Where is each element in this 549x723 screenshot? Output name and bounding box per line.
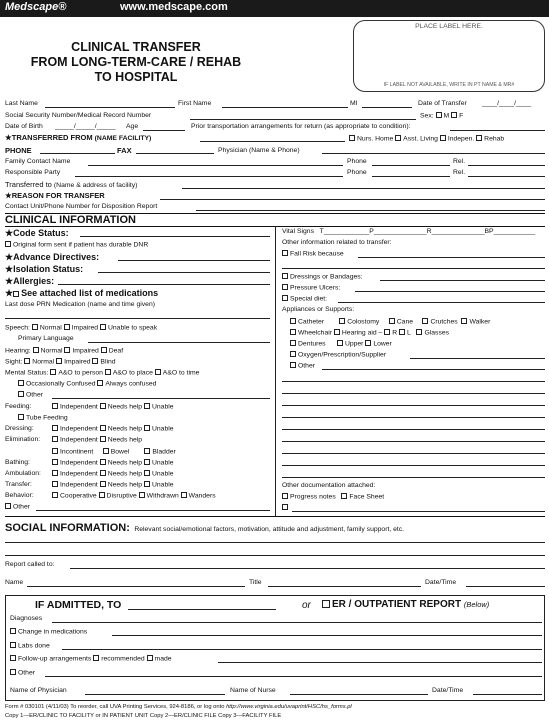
social-heading: SOCIAL INFORMATION: [5, 522, 130, 534]
hearing-normal-checkbox[interactable] [33, 347, 39, 353]
notes-line[interactable] [282, 417, 545, 418]
asst-living-checkbox[interactable] [395, 135, 401, 141]
other-doc-label: Other documentation attached: [282, 482, 376, 489]
physician-label: Physician (Name & Phone) [218, 147, 300, 154]
reason-field[interactable] [160, 199, 545, 200]
glasses-checkbox[interactable] [416, 329, 422, 335]
sight-blind-checkbox[interactable] [92, 358, 98, 364]
family-rel-field[interactable] [468, 165, 545, 166]
responsible-phone-field[interactable] [372, 176, 450, 177]
notes-line[interactable] [282, 465, 545, 466]
social-line[interactable] [5, 555, 545, 556]
speech-impaired-checkbox[interactable] [64, 324, 70, 330]
phone-field[interactable] [40, 153, 115, 154]
sex-label: Sex: M F [420, 112, 464, 120]
footer-line1: Form # 030101 (4/11/03) To reorder, call UVA Printing Services, 924-8186, or log onto http://www.virginia.edu/uvaprint/HSC/hs_forms.pl [5, 704, 352, 710]
date-of-transfer-label: Date of Transfer [418, 100, 467, 107]
catheter-checkbox[interactable] [290, 318, 296, 324]
notes-line[interactable] [282, 429, 545, 430]
dressings-checkbox[interactable] [282, 273, 288, 279]
notes-line[interactable] [282, 393, 545, 394]
change-meds-field[interactable] [112, 635, 542, 636]
mental-status-row: Mental Status: A&O to person A&O to place A&O to time [5, 369, 200, 377]
first-name-field[interactable] [222, 107, 348, 108]
admit-other-field[interactable] [45, 676, 542, 677]
labs-checkbox[interactable] [10, 642, 16, 648]
responsible-party-field[interactable] [75, 176, 343, 177]
advance-directives-field[interactable] [118, 260, 270, 261]
feeding-unable-checkbox[interactable] [144, 403, 150, 409]
bathing-options: Independent Needs help Unable [52, 459, 174, 467]
prior-transport-label: Prior transportation arrangements for return (as appropriate to condition): [191, 123, 411, 130]
prior-transport-field[interactable] [450, 130, 545, 131]
hearing-aid-l-checkbox[interactable] [399, 329, 405, 335]
fax-field[interactable] [136, 153, 214, 154]
title-field[interactable] [268, 586, 421, 587]
if-admitted-field[interactable] [128, 609, 276, 610]
other-info-label: Other information related to transfer: [282, 239, 392, 246]
feeding-row: Feeding: [5, 403, 32, 410]
ambulation-label: Ambulation: [5, 470, 41, 477]
doc-other-checkbox[interactable] [282, 504, 288, 510]
dressings-option: Dressings or Bandages: [282, 273, 363, 281]
feeding-options: Independent Needs help Unable [52, 403, 174, 411]
appliances-row-1: Catheter Colostomy Cane Crutches Walker [290, 318, 490, 326]
column-divider [275, 226, 276, 516]
sex-m-checkbox[interactable] [436, 112, 442, 118]
transfer-options: Independent Needs help Unable [52, 481, 174, 489]
disruptive-checkbox[interactable] [99, 492, 105, 498]
behavior-other-field[interactable] [36, 510, 270, 511]
family-rel-label: Rel. [453, 158, 466, 165]
divider [5, 516, 545, 517]
fall-risk-field-2[interactable] [282, 268, 545, 269]
fall-risk-field[interactable] [358, 257, 545, 258]
family-phone-label: Phone [347, 158, 367, 165]
report-called-field[interactable] [70, 568, 545, 569]
family-contact-field[interactable] [88, 165, 343, 166]
speech-unable-checkbox[interactable] [100, 324, 106, 330]
appliances-row-2: Wheelchair Hearing aid – R L Glasses [290, 329, 449, 337]
sight-row: Sight: Normal Impaired Blind [5, 358, 116, 366]
social-heading-row [5, 518, 404, 536]
special-diet-checkbox[interactable] [282, 295, 288, 301]
follow-up-checkbox[interactable] [10, 655, 16, 661]
form-title-line3: TO HOSPITAL [94, 70, 178, 84]
original-form-checkbox[interactable] [5, 241, 11, 247]
ao-person-checkbox[interactable] [50, 369, 56, 375]
responsible-party-label: Responsible Party [5, 169, 61, 176]
fall-risk-option: Fall Risk because [282, 250, 344, 258]
reason-for-transfer-label: ★REASON FOR TRANSFER [5, 191, 105, 200]
labs-option: Labs done [10, 642, 50, 650]
notes-line[interactable] [282, 405, 545, 406]
physician-field[interactable] [322, 153, 545, 154]
walker-checkbox[interactable] [461, 318, 467, 324]
transfer-independent-checkbox[interactable] [52, 481, 58, 487]
nurse-name-field[interactable] [290, 694, 428, 695]
name-label: Name [5, 579, 24, 586]
ao-place-checkbox[interactable] [105, 369, 111, 375]
age-field[interactable] [143, 130, 185, 131]
notes-line[interactable] [282, 477, 545, 478]
if-admitted-label: IF ADMITTED, TO [35, 599, 122, 611]
isolation-field[interactable] [98, 272, 270, 273]
rehab-checkbox[interactable] [476, 135, 482, 141]
admit-other-checkbox[interactable] [10, 669, 16, 675]
oxygen-field[interactable] [410, 358, 545, 359]
hearing-deaf-checkbox[interactable] [101, 347, 107, 353]
ambulation-options: Independent Needs help Unable [52, 470, 174, 478]
pressure-ulcers-checkbox[interactable] [282, 284, 288, 290]
appliances-label: Appliances or Supports: [282, 306, 355, 313]
vital-signs-row: Vital Signs T____________P______________R______________BP___________ [282, 228, 536, 235]
special-diet-option: Special diet: [282, 295, 327, 303]
upper-checkbox[interactable] [337, 340, 343, 346]
date-of-transfer-field[interactable]: ____/____/____ [482, 100, 532, 107]
behavior-other-option: Other [5, 503, 30, 511]
speech-row: Speech: Normal Impaired Unable to speak [5, 324, 158, 332]
footer-line2: Copy 1—ER/CLINIC TO FACILITY or IN PATIENT UNIT Copy 2—ER/CLINIC FILE Copy 3—FACILITY FILE [5, 713, 282, 719]
oxygen-checkbox[interactable] [290, 351, 296, 357]
dressing-independent-checkbox[interactable] [52, 425, 58, 431]
physician-name-label: Name of Physician [10, 687, 67, 694]
phone-label: PHONE [5, 146, 32, 155]
bathing-label: Bathing: [5, 459, 30, 466]
site-url[interactable]: www.medscape.com [120, 1, 228, 13]
admit-datetime-label: Date/Time [432, 687, 464, 694]
bladder-checkbox[interactable] [144, 448, 150, 454]
tube-feeding-checkbox[interactable] [18, 414, 24, 420]
progress-notes-checkbox[interactable] [282, 493, 288, 499]
patient-label-box[interactable] [353, 20, 545, 92]
label-box-note: IF LABEL NOT AVAILABLE, WRITE IN PT NAME & MR# [383, 82, 515, 88]
bathing-independent-checkbox[interactable] [52, 459, 58, 465]
see-attached-checkbox[interactable] [13, 291, 19, 297]
notes-line[interactable] [282, 381, 545, 382]
last-dose-label: Last dose PRN Medication (name and time given) [5, 301, 155, 308]
original-form-option: Original form sent if patient has durable DNR [5, 241, 148, 249]
behavior-options: Cooperative Disruptive Withdrawn Wanders [52, 492, 216, 500]
feeding-needs-help-checkbox[interactable] [100, 403, 106, 409]
feeding-independent-checkbox[interactable] [52, 403, 58, 409]
notes-line[interactable] [282, 453, 545, 454]
face-sheet-checkbox[interactable] [341, 493, 347, 499]
elimination-options: Independent Needs help [52, 436, 142, 444]
labs-field[interactable] [62, 649, 542, 650]
primary-language-label: Primary Language [18, 335, 74, 342]
label-box-title: PLACE LABEL HERE. [415, 23, 483, 30]
family-phone-field[interactable] [372, 165, 450, 166]
follow-up-field[interactable] [218, 662, 542, 663]
mi-label: MI [350, 100, 358, 107]
last-name-label: Last Name [5, 100, 38, 107]
allergies-field[interactable] [58, 284, 270, 285]
oxygen-option: Oxygen/Prescription/Supplier [290, 351, 386, 359]
confused-row: Occasionally Confused Always confused [18, 380, 156, 388]
dressing-label: Dressing: [5, 425, 34, 432]
doc-other-field[interactable] [292, 511, 545, 512]
dentures-checkbox[interactable] [290, 340, 296, 346]
family-contact-label: Family Contact Name [5, 158, 71, 165]
transferred-to-label: Transferred to (Name & address of facility) [5, 180, 138, 189]
last-name-field[interactable] [45, 107, 175, 108]
form-title-line1: CLINICAL TRANSFER [71, 40, 201, 54]
social-line[interactable] [5, 542, 545, 543]
recommended-checkbox[interactable] [93, 655, 99, 661]
bathing-needs-help-checkbox[interactable] [100, 459, 106, 465]
incontinent-checkbox[interactable] [52, 448, 58, 454]
crutches-checkbox[interactable] [422, 318, 428, 324]
reorder-link[interactable]: http://www.virginia.edu/uvaprint/HSC/hs_forms.pl [226, 704, 352, 710]
form-title-line2: FROM LONG-TERM-CARE / REHAB [30, 55, 242, 69]
always-confused-checkbox[interactable] [97, 380, 103, 386]
contact-unit-label: Contact Unit/Phone Number for Disposition Report [5, 203, 158, 210]
dressing-options: Independent Needs help Unable [52, 425, 174, 433]
transferred-to-field[interactable] [182, 188, 545, 189]
diagnoses-field[interactable] [52, 622, 542, 623]
last-dose-field[interactable] [5, 318, 270, 319]
ambulation-needs-help-checkbox[interactable] [100, 470, 106, 476]
clinical-heading: CLINICAL INFORMATION [5, 214, 136, 226]
special-diet-field[interactable] [338, 302, 545, 303]
transferred-from-field[interactable] [200, 141, 345, 142]
incontinent-options: Incontinent Bowel Bladder [52, 448, 176, 456]
appliance-other-field[interactable] [322, 369, 545, 370]
elimination-label: Elimination: [5, 436, 41, 443]
behavior-other-checkbox[interactable] [5, 503, 11, 509]
behavior-label: Behavior: [5, 492, 34, 499]
responsible-rel-field[interactable] [468, 176, 545, 177]
mental-other-field[interactable] [52, 398, 270, 399]
isolation-status-label: ★Isolation Status: [5, 264, 84, 274]
code-status-label: ★Code Status: [5, 228, 69, 238]
name-field[interactable] [27, 586, 245, 587]
appliances-row-3: Dentures Upper Lower [290, 340, 392, 348]
doc-other-option [282, 504, 290, 512]
or-label: or [302, 600, 311, 611]
see-attached-label: ★ See attached list of medications [5, 288, 159, 298]
dob-label: Date of Birth [5, 123, 43, 130]
appliance-other-option: Other [290, 362, 315, 370]
age-label: Age [126, 123, 139, 130]
sight-impaired-checkbox[interactable] [56, 358, 62, 364]
mental-other-option: Other [18, 391, 43, 399]
responsible-rel-label: Rel. [453, 169, 466, 176]
transfer-label: Transfer: [5, 481, 32, 488]
social-hint: Relevant social/emotional factors, motivation, attitude and adjustment, family support, etc. [134, 526, 405, 533]
change-meds-checkbox[interactable] [10, 628, 16, 634]
dressing-needs-help-checkbox[interactable] [100, 425, 106, 431]
elim-independent-checkbox[interactable] [52, 436, 58, 442]
allergies-label: ★Allergies: [5, 276, 55, 286]
primary-language-field[interactable] [88, 342, 270, 343]
advance-directives-label: ★Advance Directives: [5, 252, 100, 262]
mental-other-checkbox[interactable] [18, 391, 24, 397]
ao-time-checkbox[interactable] [155, 369, 161, 375]
responsible-phone-label: Phone [347, 169, 367, 176]
dob-field[interactable]: _____/_____/_____ [55, 123, 116, 130]
occ-confused-checkbox[interactable] [18, 380, 24, 386]
brand-logo: Medscape® [5, 1, 67, 13]
admit-other-option: Other [10, 669, 35, 677]
tube-feeding-option: Tube Feeding [18, 414, 68, 422]
colostomy-checkbox[interactable] [339, 318, 345, 324]
physician-name-field[interactable] [85, 694, 225, 695]
bathing-unable-checkbox[interactable] [144, 459, 150, 465]
ssn-label: Social Security Number/Medical Record Number [5, 112, 152, 119]
made-checkbox[interactable] [147, 655, 153, 661]
wanders-checkbox[interactable] [181, 492, 187, 498]
bowel-checkbox[interactable] [103, 448, 109, 454]
ambulation-unable-checkbox[interactable] [144, 470, 150, 476]
admit-datetime-field[interactable] [473, 694, 542, 695]
nurs-home-checkbox[interactable] [349, 135, 355, 141]
fall-risk-checkbox[interactable] [282, 250, 288, 256]
appliance-other-checkbox[interactable] [290, 362, 296, 368]
transferred-from-label: ★TRANSFERRED FROM (NAME FACILITY) [5, 133, 152, 142]
dressings-field[interactable] [380, 280, 545, 281]
pressure-option: Pressure Ulcers: [282, 284, 340, 292]
transfer-unable-checkbox[interactable] [144, 481, 150, 487]
mi-field[interactable] [362, 107, 412, 108]
follow-up-option: Follow-up arrangements recommended made [10, 655, 172, 663]
hearing-aid-checkbox[interactable] [334, 329, 340, 335]
indepen-checkbox[interactable] [440, 135, 446, 141]
facility-type-options: Nurs. Home Asst. Living Indepen. Rehab [349, 135, 504, 143]
change-meds-option: Change in medications [10, 628, 87, 636]
title-label: Title [249, 579, 262, 586]
nurse-name-label: Name of Nurse [230, 687, 276, 694]
elim-needs-help-checkbox[interactable] [100, 436, 106, 442]
report-called-label: Report called to: [5, 561, 55, 568]
cooperative-checkbox[interactable] [52, 492, 58, 498]
datetime-label: Date/Time [425, 579, 457, 586]
er-report-option: ER / OUTPATIENT REPORT (Below) [322, 599, 489, 610]
header-banner [0, 0, 549, 17]
datetime-field[interactable] [466, 586, 545, 587]
ambulation-independent-checkbox[interactable] [52, 470, 58, 476]
withdrawn-checkbox[interactable] [139, 492, 145, 498]
speech-normal-checkbox[interactable] [32, 324, 38, 330]
diagnoses-label: Diagnoses [10, 615, 43, 622]
sight-normal-checkbox[interactable] [24, 358, 30, 364]
hearing-impaired-checkbox[interactable] [64, 347, 70, 353]
dressing-unable-checkbox[interactable] [144, 425, 150, 431]
lower-checkbox[interactable] [365, 340, 371, 346]
cane-checkbox[interactable] [389, 318, 395, 324]
hearing-row: Hearing: Normal Impaired Deaf [5, 347, 124, 355]
contact-unit-field[interactable] [196, 210, 545, 211]
hearing-aid-r-checkbox[interactable] [384, 329, 390, 335]
pressure-field[interactable] [355, 291, 545, 292]
fax-label: FAX [117, 146, 132, 155]
er-report-checkbox[interactable] [322, 600, 330, 608]
transfer-needs-help-checkbox[interactable] [100, 481, 106, 487]
notes-line[interactable] [282, 441, 545, 442]
first-name-label: First Name [178, 100, 212, 107]
code-status-field[interactable] [80, 236, 270, 237]
sex-f-checkbox[interactable] [451, 112, 457, 118]
other-doc-options: Progress notes Face Sheet [282, 493, 384, 501]
ssn-field[interactable] [190, 119, 416, 120]
wheelchair-checkbox[interactable] [290, 329, 296, 335]
